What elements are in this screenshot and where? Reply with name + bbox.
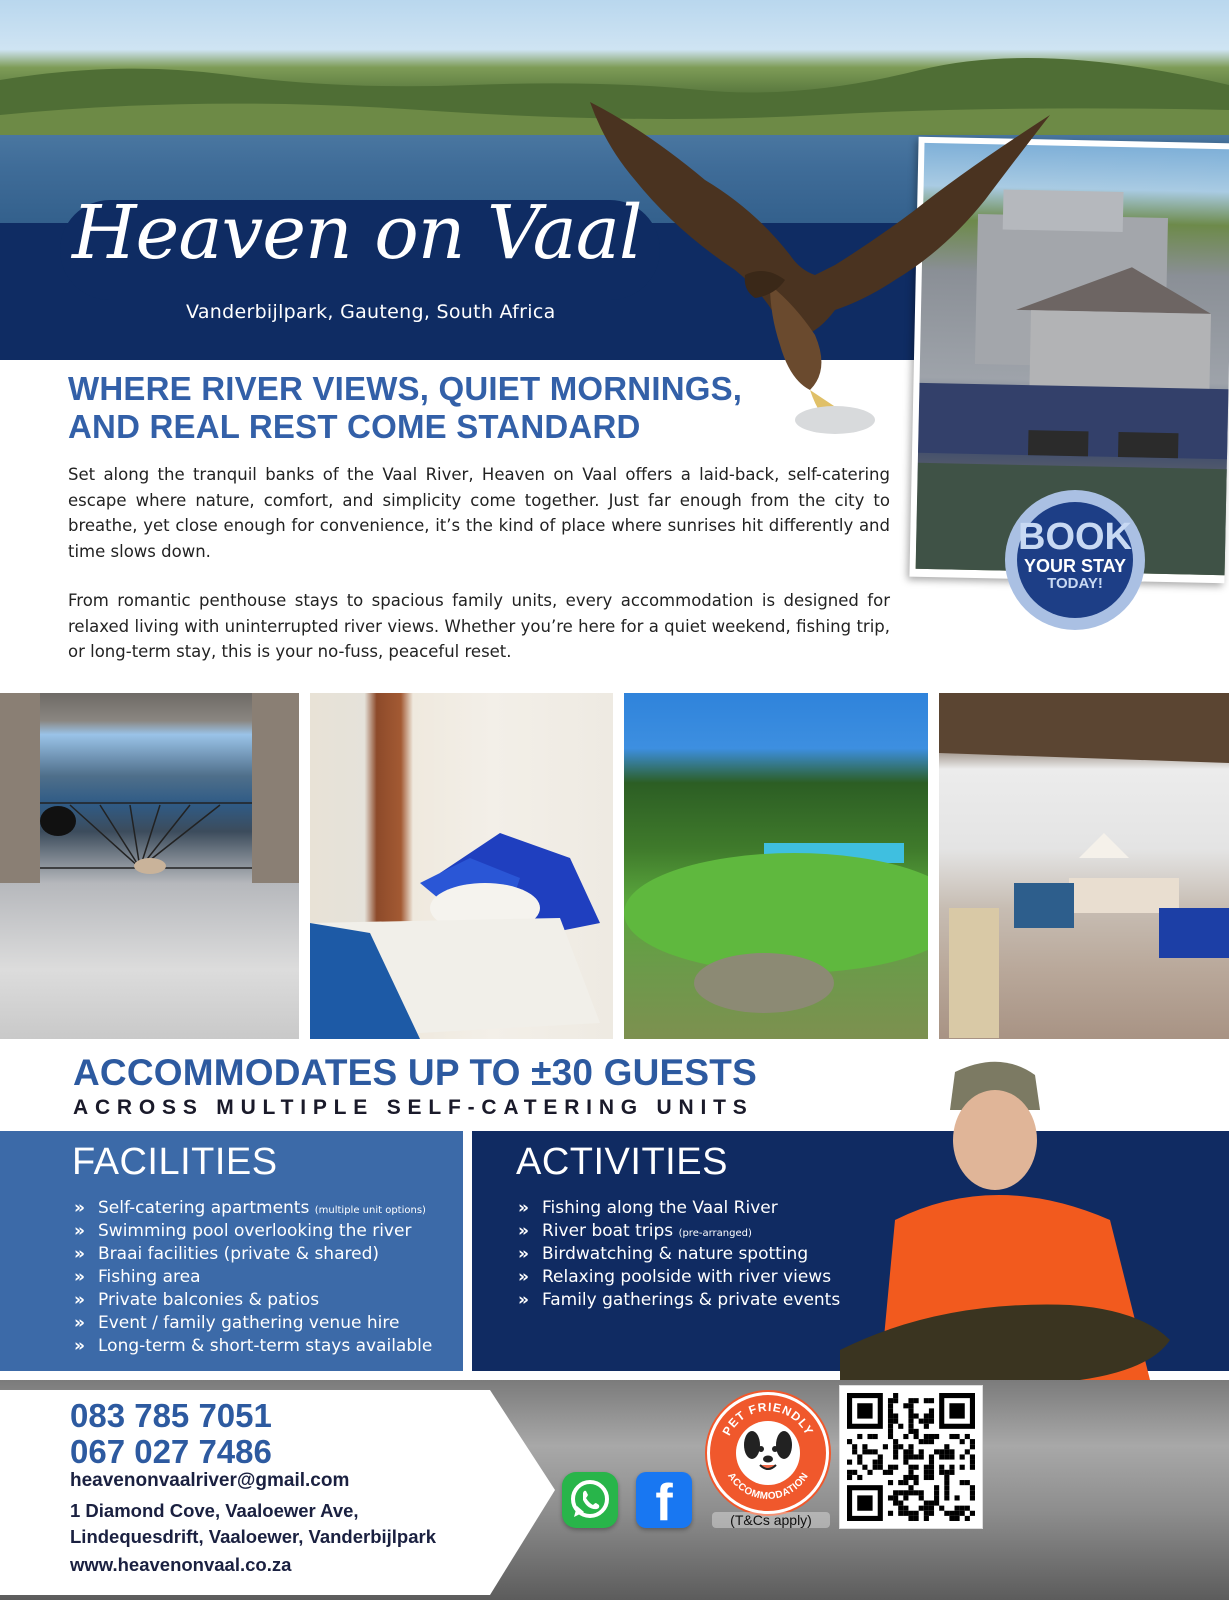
balcony-illustration [0, 693, 299, 1039]
headline [68, 370, 828, 446]
facilities-item-text: Fishing area [98, 1267, 201, 1287]
bullet-marker: » [518, 1244, 529, 1264]
bedroom-illustration [310, 693, 613, 1039]
email-address[interactable]: heavenonvaalriver@gmail.com [70, 1470, 350, 1491]
bullet-marker: » [74, 1267, 85, 1287]
studio-illustration [939, 693, 1229, 1039]
facilities-item-text: Swimming pool overlooking the river [98, 1221, 412, 1241]
facilities-panel [0, 1131, 463, 1371]
studio-unit-photo [939, 693, 1229, 1039]
book-badge-inner [1017, 502, 1133, 618]
address-line-2: Lindequesdrift, Vaaloewer, Vanderbijlpark [70, 1526, 437, 1547]
pet-friendly-badge [707, 1392, 829, 1514]
capacity-headline: ACCOMMODATES UP TO ±30 GUESTS [73, 1052, 757, 1093]
bullet-marker: » [74, 1290, 85, 1310]
facilities-item-text: Braai facilities (private & shared) [98, 1244, 379, 1264]
book-your-stay-badge[interactable] [1005, 490, 1145, 630]
facilities-item [74, 1266, 432, 1289]
activities-item [518, 1220, 840, 1243]
phone-number-2[interactable]: 067 027 7486 [70, 1433, 272, 1470]
whatsapp-icon[interactable] [562, 1472, 618, 1528]
facilities-list [74, 1197, 432, 1358]
book-badge-line3: TODAY! [1047, 575, 1103, 592]
headline-line1: WHERE RIVER VIEWS, QUIET MORNINGS, [68, 370, 743, 407]
garden-illustration [624, 693, 928, 1039]
whatsapp-glyph [562, 1472, 618, 1528]
activities-item [518, 1243, 840, 1266]
facilities-item [74, 1335, 432, 1358]
activities-item-text: Relaxing poolside with river views [542, 1267, 832, 1287]
headline-line2: AND REAL REST COME STANDARD [68, 408, 641, 445]
intro-paragraph-1: Set along the tranquil banks of the Vaal River, Heaven on Vaal offers a laid-back, self-catering escape where nature, comfort, and simplicity come together. Just far enough from the city to breathe, yet close enough for convenience, it’s the kind of place where sunrises hit differently and time slows down. [68, 465, 890, 561]
facilities-item-text: Long-term & short-term stays available [98, 1336, 433, 1356]
facilities-item-text: Self-catering apartments [98, 1198, 310, 1218]
qr-code-pattern [840, 1386, 982, 1528]
activities-item-text: Birdwatching & nature spotting [542, 1244, 809, 1264]
activities-item [518, 1289, 840, 1312]
bullet-marker: » [74, 1198, 85, 1218]
garden-pool-photo [624, 693, 928, 1039]
book-badge-line2: YOUR STAY [1023, 556, 1127, 576]
bullet-marker: » [74, 1336, 85, 1356]
bullet-marker: » [518, 1267, 529, 1287]
bullet-marker: » [518, 1290, 529, 1310]
facilities-title: FACILITIES [72, 1141, 278, 1183]
phone-number-1[interactable]: 083 785 7051 [70, 1397, 272, 1434]
activities-item [518, 1197, 840, 1220]
bullet-marker: » [74, 1313, 85, 1333]
qr-code[interactable] [839, 1385, 983, 1529]
facilities-item-text: Private balconies & patios [98, 1290, 320, 1310]
facilities-item-note: (multiple unit options) [314, 1205, 426, 1216]
facilities-item-text: Event / family gathering venue hire [98, 1313, 400, 1333]
facilities-item [74, 1243, 432, 1266]
terms-note: (T&Cs apply) [712, 1512, 830, 1528]
facilities-item [74, 1289, 432, 1312]
book-badge-line1: BOOK [1018, 516, 1132, 558]
bullet-marker: » [74, 1221, 85, 1241]
facilities-item [74, 1197, 432, 1220]
activities-item-text: Fishing along the Vaal River [542, 1198, 778, 1218]
website-link[interactable]: www.heavenonvaal.co.za [70, 1554, 292, 1575]
balcony-photo [0, 693, 299, 1039]
bullet-marker: » [74, 1244, 85, 1264]
intro-paragraph-2: From romantic penthouse stays to spacious family units, every accommodation is designed for relaxed living with uninterrupted river views. Whether you’re here for a quiet weekend, fishing trip, or long-term stay, this is your no-fuss, peaceful reset. [68, 591, 890, 661]
bullet-marker: » [518, 1221, 529, 1241]
bedroom-photo [310, 693, 613, 1039]
facebook-icon[interactable]: f [636, 1472, 692, 1528]
dog-icon [736, 1421, 800, 1485]
activities-item-text: River boat trips [542, 1221, 674, 1241]
pet-badge-bottom-text: ACCOMMODATION [725, 1470, 811, 1503]
activities-list [518, 1197, 840, 1312]
activities-title: ACTIVITIES [516, 1141, 728, 1183]
bullet-marker: » [518, 1198, 529, 1218]
facilities-item [74, 1312, 432, 1335]
pet-badge-top-text: PET FRIENDLY [719, 1399, 817, 1438]
location-subtitle: Vanderbijlpark, Gauteng, South Africa [186, 301, 556, 323]
activities-item-text: Family gatherings & private events [542, 1290, 841, 1310]
address-line-1: 1 Diamond Cove, Vaaloewer Ave, [70, 1500, 359, 1521]
activities-item [518, 1266, 840, 1289]
brand-title: Heaven on Vaal [72, 190, 642, 276]
activities-item-note: (pre-arranged) [678, 1228, 752, 1239]
dog-glyph [736, 1421, 800, 1485]
capacity-subline: ACROSS MULTIPLE SELF-CATERING UNITS [73, 1096, 754, 1119]
facilities-item [74, 1220, 432, 1243]
